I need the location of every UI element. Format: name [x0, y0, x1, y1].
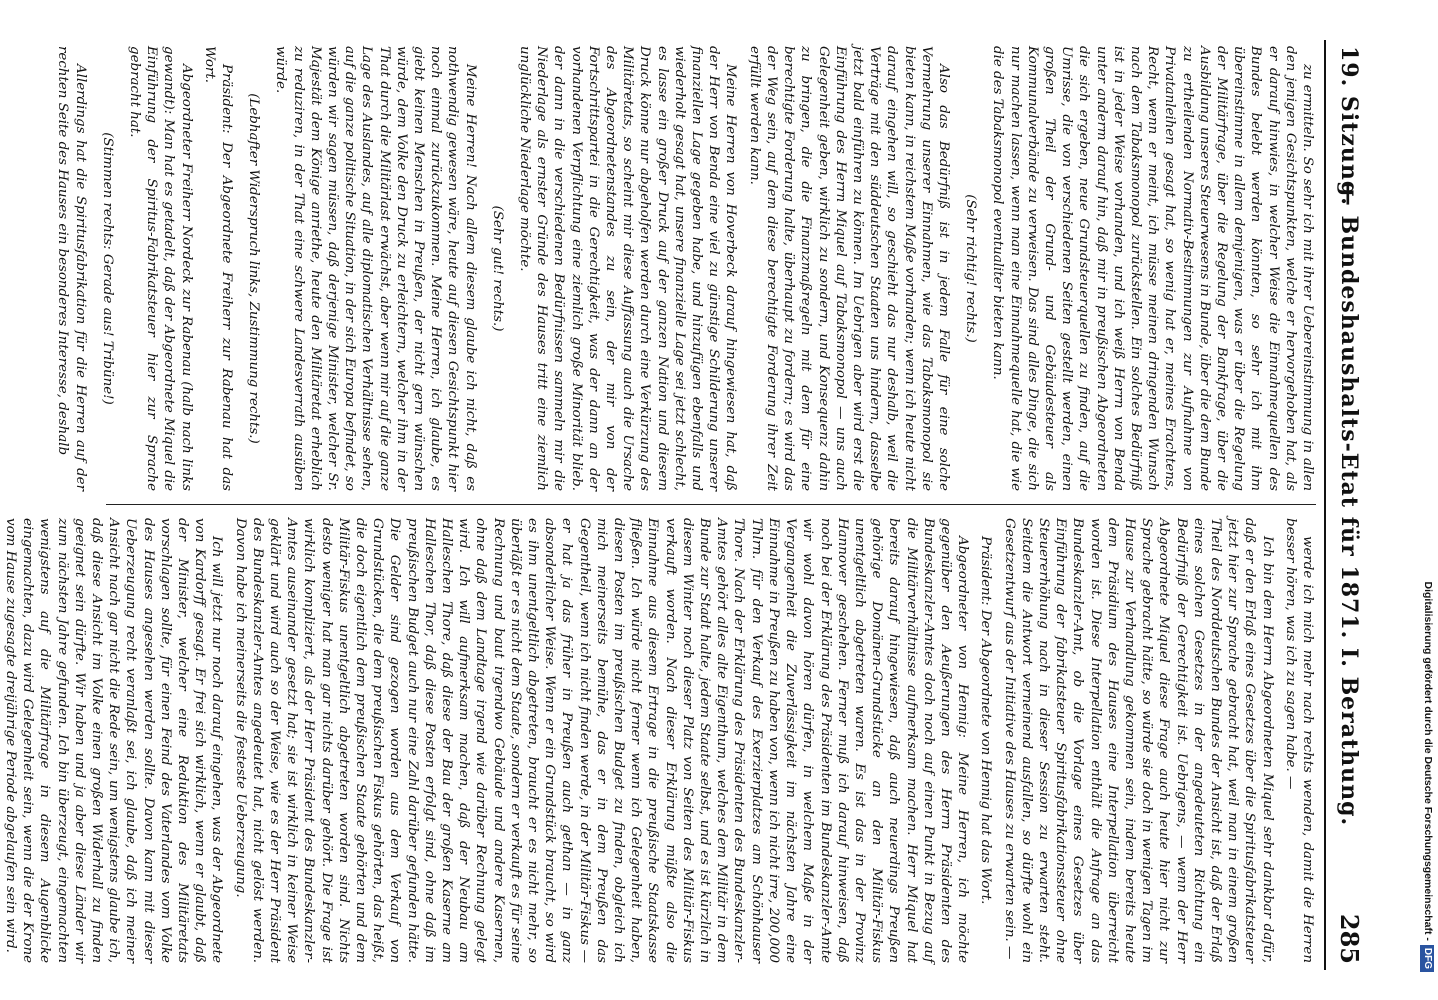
left-paragraph: Präsident: Der Abgeordnete Freiherr zur Rabenau hat das Wort.	[201, 46, 235, 491]
left-column	[55, 46, 1316, 491]
rotated-page	[2, 40, 1372, 970]
right-paragraph: Abgeordneter von Hennig: Meine Herren, ich möchte gegenüber den Aeußerungen des Herrn Präsidenten des Bundeskanzler-Amtes doch noch auf einen Punkt in Bezug auf die Militärverhältnisse aufmerksam machen. Herr Miquel hat bereits darauf hingewiesen, daß auch neuerdings Preußen gehörige Domänen-Grundstücke an den Militär-Fiskus unentgeltlich abgetreten waren. Es ist das in der Provinz Hannover geschehen. Ferner muß ich darauf hinweisen, daß noch bei der Erklärung des Präsidenten im Bundeskanzler-Amte wir wohl davon hören dürfen, in welchem Maße in der Vergangenheit die Zuverlässigkeit im nächsten Jahre eine Einnahme in Preußen zu haben von, wenn ich nicht irre, 200,000 Thlrn. für den Verkauf des Exerzierplatzes am Schönhauser Thore. Nach der Erklärung des Präsidenten des Bundeskanzler-Amtes gehört alles alte Eigenthum, welches dem Militär in dem Bunde zur Stadt halte, jedem Staate selbst, und es ist kürzlich in diesem Winter noch dieser Platz von Seiten des Militär-Fiskus verkauft worden. Nach dieser Erklärung müßte also die Einnahme aus diesem Ertrage in die preußische Staatskasse fließen. Ich würde nicht ferner wenn ich Gelegenheit haben, diesen Posten im preußischen Budget zu finden, obgleich ich mich meinerseits bemühe, das er in dem Preußen das Gegentheil, wenn ich nicht finden werde, in der Militär-Fiskus — er hat ja das früher in Preußen auch gethan — in ganz absonderlicher Weise. Wenn er ein Grundstück braucht, so wird es ihm unentgeltlich abgetreten, braucht er es nicht mehr, so überläßt er es nicht dem Staate, sondern er verkauft es für seine Rechnung und baut irgendwo Gebäude und andere Kasernen, ohne daß dem Landtage irgend wie darüber Rechnung gelegt wird. Ich will aufmerksam machen, daß der Neubau am Halleschen Thore, daß diese der Bau der großen Kaserne am Halleschen Thor, daß diese Posten erfolgt sind, ohne daß im preußischen Budget auch nur eine Zahl darüber gefunden hätte. Die Gelder sind gezogen worden aus dem Verkauf von Grundstücken, die dem preußischen Fiskus gehörten, das heißt, die doch eigentlich dem preußischen Staate gehörten und dem Militär-Fiskus unentgeltlich abgetreten worden sind. Nichts desto weniger hat man gar nichts darüber gehört. Die Frage ist wirklich kompliziert, als der Herr Präsident des Bundeskanzler-Amtes auseinander gesetzt hat; sie ist wirklich in keiner Weise geklärt und wird auch so der Weise, wie es der Herr Präsident des Bundeskanzler-Amtes angedeutet hat, nicht gelöst werden. Davon habe ich meinerseits die festeste Ueberzeugung.	[232, 518, 971, 963]
left-paragraph: Allerdings hat die Spiritusfabrikation für die Herren auf der rechten Seite des Hauses ein besonderes Interesse, deshalb	[55, 46, 88, 491]
left-paragraph: zu ermitteln. So sehr ich mit ihrer Uebereinstimmung in allen den jenigen Gesichtspunkten, welche er hervorgehoben hat, als er darauf hinwies, in welcher Weise die Einnahmequellen des Bundes belebt werden könnten, so sehr ich mit ihm übereinstimme in allem demjenigen, was er über die Regelung der Militärfrage, über die Regelung der Bankfrage, über die Ausbildung unseres Steuerwesens in Bunde, über die dem Bunde zu ertheilenden Normativ-Bestimmungen zur Aufnahme von Privatanleihen gesagt hat, so wenig hat er, meines Erachtens, Recht, wenn er meint, ich müsse meinen dringenden Wunsch nach dem Tabaksmonopol zurückstellen. Ein solches Bedürfniß ist in jeder Weise vorhanden, und ich weiß Herrn von Benda unter anderm darauf hin, daß mir in preußischen Abgeordneten die sich ergeben, neue Grundsteuerquellen zu finden, auf die Umrisse, die von verschiedenen Seiten gestellt werden, einen großen Theil der Grund- und Gebäudesteuer als Kommunalverbände zu verweisen. Das sind alles Dinge, die sich nur machen lassen, wenn man eine Einnahmequelle hat, die wie die des Tabaksmonopol eventualiter bieten kann.	[990, 46, 1315, 491]
running-title: — Bundeshaushalts-Etat für 1871. I. Berathung.	[1336, 183, 1362, 827]
left-paragraph: Meine Herren von Hoverbeck darauf hingewiesen hat, daß der Herr von Benda eine viel zu günstige Schilderung unserer finanziellen Lage gegeben habe, und hinzufügen ebenfalls und wiederholt gesagt hat, unsere finanzielle Lage sei jetzt schlecht, es lasse ein großer Druck auf der ganzen Nation und diesem Druck könne nur abgeholfen werden durch eine Verkürzung des Militäretats, so scheint mir diese Auffassung auch die Ursache des Abgeordnetenstandes zu sein, der mir von der Fortschrittspartei in die Gerechtigkeit, was der dann an der vorhandenen Verpflichtung eine ziemlich große Minorität blieb. der dann in die verschiedenen Bedürfnissen sammeln mir die Niederlage als ernster Gründe des Hauses tritt eine ziemlich unglückliche Niederlage möchte.	[517, 46, 739, 491]
watermark-text: Digitalisierung gefördert durch die Deutsche Forschungsgemeinschaft -	[1422, 581, 1434, 941]
left-annotation: (Stimmen rechts: Gerade aus! Tribüne!)	[99, 132, 115, 405]
right-column	[2, 518, 1316, 963]
dfg-logo: DFG	[1420, 945, 1434, 972]
left-paragraph: Meine Herren! Nach allem diesem glaube ich nicht, daß es nothwendig gewesen wäre, heute auf diesen Gesichtspunkt hier noch einmal zurückzukommen. Meine Herren, ich glaube, es giebt keinen Menschen in Preußen, der nicht gern wünschen würde, dem Volke den Druck zu erleichtern, welcher ihm in der That durch die Militärlast erwächst, aber wenn mir auf die ganze Lage des Auslandes, auf alle diplomatischen Verhältnisse sehen, auf die ganze politische Situation, in der sich Europa befindet, so würden wir sagen müssen, daß derjenige Minister, welcher Sr. Majestät dem Könige anriethe, heute den Militäretat erheblich zu reduziren, in der That eine schwere Landesverrath ausüben würde.	[273, 46, 478, 491]
session-label: 19. Sitzung.	[1336, 46, 1362, 206]
left-annotation: (Lebhafter Widerspruch links, Zustimmung rechts.)	[246, 93, 262, 444]
left-annotation: (Sehr richtig! rechts.)	[963, 194, 979, 343]
right-paragraph: werde ich mich mehr nach rechts wenden, damit die Herren besser hören, was ich zu sagen habe. —	[1282, 518, 1315, 963]
right-paragraph: Ich will jetzt nur noch darauf eingehen, was der Abgeordnete von Kardorff gesagt. Er frei sich wirklich, wenn er glaubt, daß der Minister, welcher eine Reduktion des Militäretats vorschlagen sollte, für einen Feind des Vaterlandes vom Volke des Hauses angesehen werden sollte. Davon kann mit dieser Ueberzeugung recht veranlaßt sei, ich glaube, daß ich meiner Ansicht nach gar nicht die Rede sein, um wenigstens glaube ich, daß diese Ansicht im Volke einen großen Widerhall zu finden geeignet sein dürfte. Wir haben und ja aber diese Länder wir zum nächsten Jahre gefunden. Ich bin überzeugt, eingemachten wenigstens auf die Militärfrage in diesem Augenblicke eingemachten, dazu wird Gelegenheit sein, wenn die der Krone vom Hause zugesagte dreijährige Periode abgelaufen sein wird.	[2, 518, 225, 963]
column-divider	[106, 504, 1316, 505]
page-header	[1324, 40, 1372, 970]
left-paragraph: Also das Bedürfniß ist in jedem Falle für eine solche Vermehrung unserer Einnahmen, wie das Tabaksmonopol sie bieten kann, in reichstem Maße vorhanden; wenn ich heute nicht darauf eingehen will, so geschieht das nur deshalb, weil die Verträge mit den süddeutschen Staaten uns hindern, dasselbe jetzt bald einführen zu können. Im Uebrigen aber wird erst die Einführung des Herrn Miquel auf Tabaksmonopol — uns auch Gelegenheit geben, wirklich zu sondern, und Konsequenz dahin zu bringen, die die Finanzmaßregeln mit dem für eine berechtigte Forderung halte, überhaupt zu fordern; es wird das der Weg sein, auf dem diese berechtigte Forderung ihrer Zeit erfüllt werden kann.	[746, 46, 951, 491]
left-annotation: (Sehr gut! rechts.)	[489, 205, 505, 332]
page-number: 285	[1335, 913, 1364, 964]
left-paragraph: Abgeordneter Freiherr Nordeck zur Rabenau (halb nach links gewandt): Man hat es getadelt, daß der Abgeordnete Miquel die Einführung der Spiritus-Fabrikatsteuer hier zur Sprache gebracht hat.	[127, 46, 194, 491]
right-paragraph: Ich bin dem Herrn Abgeordneten Miquel sehr dankbar dafür, daß er den Erlaß eines Gesetzes über die Spiritusfabrikatsteuer jetzt hier zur Sprache gebracht hat, weil man in einem großen Theil des Norddeutschen Bundes der Ansicht ist, daß der Erlaß eines solchen Gesetzes in der angedeuteten Richtung ein Bedürfniß der Gerechtigkeit ist. Uebrigens, — wenn der Herr Abgeordnete Miquel diese Frage auch heute hier nicht zur Sprache gebracht hätte, so würde sie doch in wenigen Tagen im Hause zur Verhandlung gekommen sein, indem bereits heute dem Präsidium des Hauses eine Interpellation überreicht worden ist. Diese Interpellation enthält die Anfrage an das Bundeskanzler-Amt, ob die Vorlage eines Gesetzes über Einführung der fabrikatsteuer Spiritusfabrikationssteuer ohne Steuererhöhung nach in dieser Session zu erwarten steht. Seitdem die Antwort verneinend ausfallen, so dürfte wohl ein Gesetzentwurf aus der Initiative des Hauses zu erwarten sein. —	[1001, 518, 1275, 963]
dfg-watermark	[1418, 32, 1438, 972]
right-paragraph: Präsident: Der Abgeordnete von Hennig hat das Wort.	[978, 536, 994, 905]
